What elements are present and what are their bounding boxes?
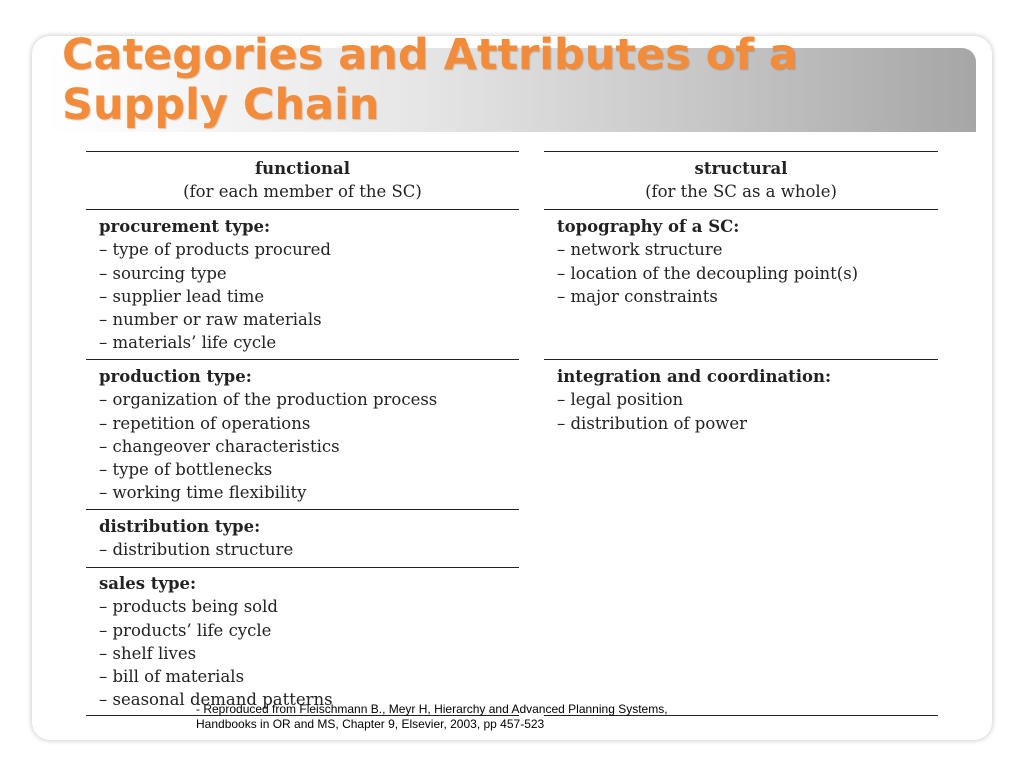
attributes-table <box>86 151 938 717</box>
production-group <box>99 365 519 505</box>
list-item: – major constraints <box>557 286 718 306</box>
citation-line: Handbooks in OR and MS, Chapter 9, Elsevier, 2003, pp 457-523 <box>196 717 545 731</box>
group-rule <box>86 359 519 360</box>
list-item: – legal position <box>557 390 684 410</box>
structural-heading: structural <box>694 159 788 178</box>
sales-group <box>99 572 519 712</box>
group-title: distribution type: <box>99 517 261 536</box>
group-title: integration and coordination: <box>557 367 832 386</box>
list-item: – type of bottlenecks <box>99 460 273 480</box>
integration-group <box>557 365 938 435</box>
slide-title: Categories and Attributes of a Supply Chain <box>62 30 798 130</box>
group-rule <box>544 359 938 360</box>
distribution-group <box>99 515 519 562</box>
list-item: – shelf lives <box>99 643 197 663</box>
list-item: – sourcing type <box>99 263 227 283</box>
structural-header <box>544 157 938 203</box>
top-rule <box>86 151 519 152</box>
group-title: procurement type: <box>99 217 271 236</box>
group-title: sales type: <box>99 574 197 593</box>
list-item: – location of the decoupling point(s) <box>557 263 859 283</box>
header-rule <box>86 209 519 210</box>
functional-subheading: (for each member of the SC) <box>183 182 422 201</box>
list-item: – bill of materials <box>99 667 245 687</box>
list-item: – distribution structure <box>99 540 294 560</box>
procurement-group <box>99 215 519 355</box>
list-item: – distribution of power <box>557 413 748 433</box>
list-item: – network structure <box>557 240 723 260</box>
header-rule <box>544 209 938 210</box>
top-rule <box>544 151 938 152</box>
functional-column <box>86 151 519 717</box>
list-item: – products’ life cycle <box>99 620 272 640</box>
list-item: – number or raw materials <box>99 310 322 330</box>
group-rule <box>86 567 519 568</box>
structural-subheading: (for the SC as a whole) <box>645 182 837 201</box>
list-item: – repetition of operations <box>99 413 311 433</box>
citation-line: - Reproduced from Fleischmann B., Meyr H, Hierarchy and Advanced Planning Systems, <box>196 702 668 716</box>
group-title: topography of a SC: <box>557 217 740 236</box>
list-item: – type of products procured <box>99 240 331 260</box>
list-item: – products being sold <box>99 597 278 617</box>
list-item: – organization of the production process <box>99 390 438 410</box>
source-citation <box>196 702 756 732</box>
functional-header <box>86 157 519 203</box>
functional-heading: functional <box>255 159 350 178</box>
topography-group <box>557 215 938 308</box>
structural-column <box>544 151 938 717</box>
list-item: – seasonal demand patterns <box>99 690 333 710</box>
group-title: production type: <box>99 367 252 386</box>
list-item: – materials’ life cycle <box>99 333 277 353</box>
list-item: – supplier lead time <box>99 286 265 306</box>
list-item: – changeover characteristics <box>99 436 340 456</box>
group-rule <box>86 509 519 510</box>
list-item: – working time flexibility <box>99 483 307 503</box>
